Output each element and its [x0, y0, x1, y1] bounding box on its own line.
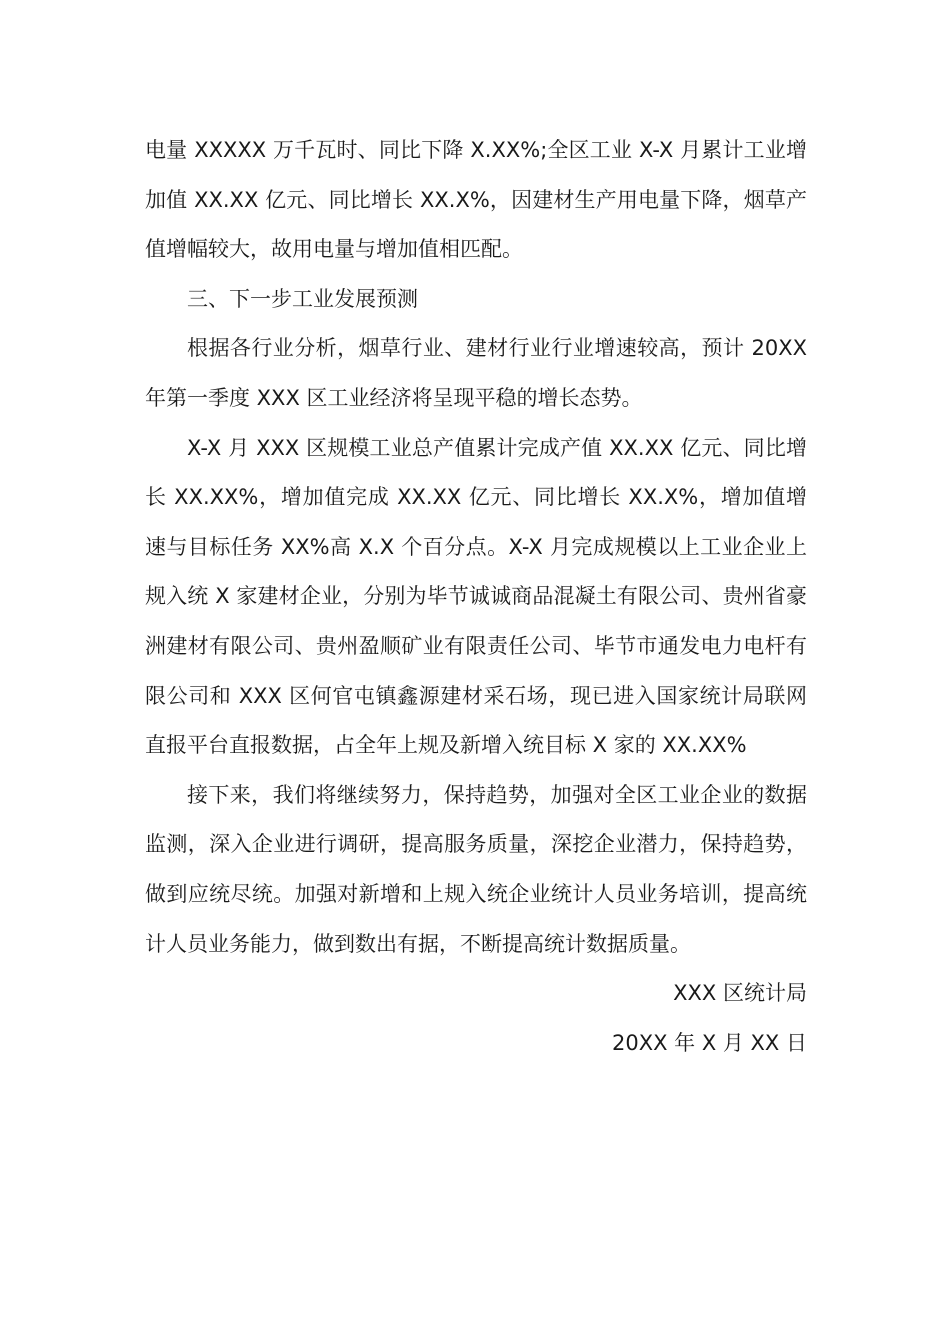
section-heading: 三、下一步工业发展预测 — [187, 286, 418, 311]
document-body — [145, 126, 807, 1068]
paragraph-output: X-X 月 XXX 区规模工业总产值累计完成产值 XX.XX 亿元、同比增长 XX.XX%，增加值完成 XX.XX 亿元、同比增长 XX.X%，增加值增速与目标任务 XX%高 X.X 个百分点。X-X 月完成规模以上工业企业上规入统 X 家建材企业，分别为毕节诚诚商品混凝土有限公司、贵州省豪洲建材有限公司、贵州盈顺矿业有限责任公司、毕节市通发电力电杆有限公司和 XXX 区何官屯镇鑫源建材采石场，现已进入国家统计局联网直报平台直报数据，占全年上规及新增入统目标 X 家的 XX.XX% — [145, 435, 807, 758]
paragraph-continuation: 电量 XXXXX 万千瓦时、同比下降 X.XX%;全区工业 X-X 月累计工业增加值 XX.XX 亿元、同比增长 XX.X%，因建材生产用电量下降，烟草产值增幅较大，故用电量与增加值相匹配。 — [145, 138, 807, 262]
signature-organization: XXX 区统计局 — [673, 981, 807, 1006]
paragraph-next-steps: 接下来，我们将继续努力，保持趋势，加强对全区工业企业的数据监测，深入企业进行调研，提高服务质量，深挖企业潜力，保持趋势，做到应统尽统。加强对新增和上规入统企业统计人员业务培训，提高统计人员业务能力，做到数出有据，不断提高统计数据质量。 — [145, 782, 807, 956]
signature-date: 20XX 年 X 月 XX 日 — [611, 1030, 807, 1055]
paragraph-forecast: 根据各行业分析，烟草行业、建材行业行业增速较高，预计 20XX 年第一季度 XXX 区工业经济将呈现平稳的增长态势。 — [145, 336, 807, 410]
